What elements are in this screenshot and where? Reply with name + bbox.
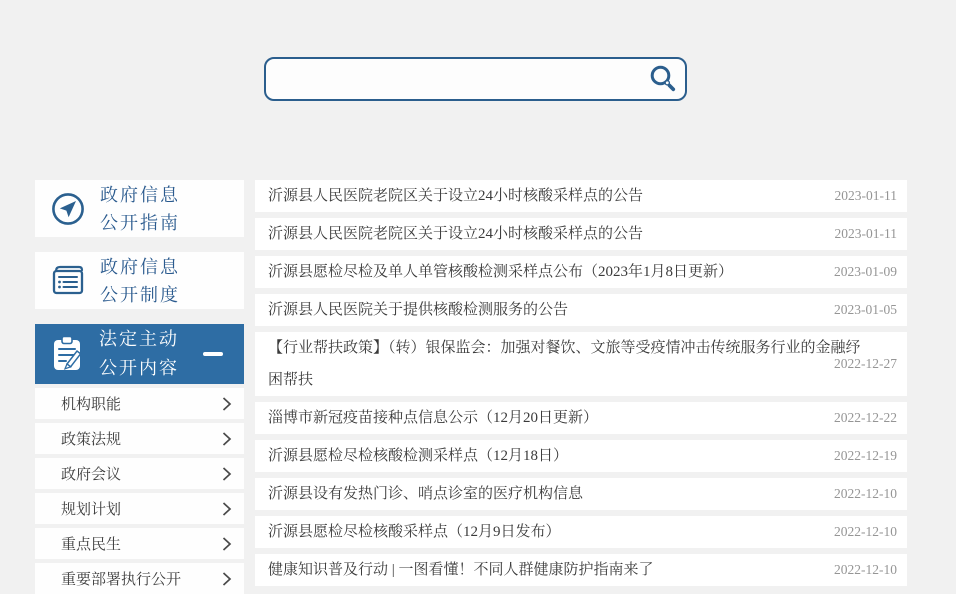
submenu-item-label: 规划计划 [61, 502, 122, 518]
search-icon [647, 63, 679, 95]
news-list-item[interactable] [255, 294, 907, 326]
news-item-title: 沂源县愿检尽检核酸采样点（12月9日发布） [268, 524, 561, 540]
chevron-right-icon [222, 396, 232, 412]
sidebar-active-label: 法定主动 公开内容 [99, 329, 179, 378]
news-list-item[interactable] [255, 554, 907, 586]
minus-icon [203, 352, 223, 356]
document-list-icon [50, 263, 86, 299]
search-box [264, 57, 687, 101]
news-item-date: 2022-12-10 [834, 486, 897, 501]
sidebar-submenu-item[interactable] [35, 563, 244, 594]
news-item-date: 2023-01-05 [834, 302, 897, 317]
sidebar-submenu-item[interactable] [35, 528, 244, 559]
sidebar-item-label: 政府信息 公开指南 [100, 184, 180, 233]
news-item-date: 2022-12-22 [834, 410, 897, 425]
sidebar-submenu-item[interactable] [35, 493, 244, 524]
sidebar-item-label: 政府信息 公开制度 [100, 256, 180, 305]
news-list-item[interactable] [255, 478, 907, 510]
search-button[interactable] [641, 59, 685, 99]
sidebar-item-disclosure-system[interactable] [35, 252, 244, 309]
news-list [255, 180, 907, 586]
news-item-date: 2022-12-10 [834, 562, 897, 577]
news-item-title: 健康知识普及行动 | 一图看懂！不同人群健康防护指南来了 [268, 562, 654, 578]
chevron-right-icon [222, 431, 232, 447]
news-item-title: 沂源县愿检尽检及单人单管核酸检测采样点公布（2023年1月8日更新） [268, 264, 734, 280]
news-list-item[interactable] [255, 332, 907, 396]
chevron-right-icon [222, 501, 232, 517]
news-item-date: 2023-01-11 [834, 188, 897, 203]
news-item-title: 沂源县人民医院老院区关于设立24小时核酸采样点的公告 [268, 188, 644, 204]
submenu-item-label: 重点民生 [61, 537, 122, 553]
news-item-date: 2022-12-10 [834, 524, 897, 539]
news-item-title: 【行业帮扶政策】（转）银保监会：加强对餐饮、文旅等受疫情冲击传统服务行业的金融纾困帮扶 [268, 340, 861, 388]
sidebar [35, 180, 244, 594]
submenu-item-label: 重要部署执行公开 [61, 572, 182, 588]
news-item-title: 沂源县人民医院关于提供核酸检测服务的公告 [268, 302, 569, 318]
compass-icon [50, 191, 86, 227]
news-item-title: 沂源县人民医院老院区关于设立24小时核酸采样点的公告 [268, 226, 644, 242]
search-input[interactable] [266, 59, 641, 99]
clipboard-pen-icon [51, 335, 85, 373]
news-list-item[interactable] [255, 256, 907, 288]
chevron-right-icon [222, 571, 232, 587]
chevron-right-icon [222, 466, 232, 482]
news-list-item[interactable] [255, 402, 907, 434]
news-item-date: 2023-01-09 [834, 264, 897, 279]
sidebar-submenu-item[interactable] [35, 423, 244, 454]
sidebar-submenu-item[interactable] [35, 458, 244, 489]
sidebar-item-disclosure-guide[interactable] [35, 180, 244, 237]
news-item-date: 2023-01-11 [834, 226, 897, 241]
news-item-title: 沂源县设有发热门诊、哨点诊室的医疗机构信息 [268, 486, 584, 502]
sidebar-submenu-item[interactable] [35, 388, 244, 419]
submenu-item-label: 政府会议 [61, 467, 122, 483]
news-list-item[interactable] [255, 218, 907, 250]
sidebar-item-statutory-disclosure-active[interactable] [35, 324, 244, 384]
chevron-right-icon [222, 536, 232, 552]
sidebar-submenu [35, 388, 244, 594]
news-list-item[interactable] [255, 516, 907, 548]
news-list-item[interactable] [255, 180, 907, 212]
submenu-item-label: 政策法规 [61, 432, 122, 448]
news-item-title: 淄博市新冠疫苗接种点信息公示（12月20日更新） [268, 410, 599, 426]
news-item-date: 2022-12-27 [834, 356, 897, 371]
news-item-title: 沂源县愿检尽检核酸检测采样点（12月18日） [268, 448, 569, 464]
news-item-date: 2022-12-19 [834, 448, 897, 463]
news-list-item[interactable] [255, 440, 907, 472]
submenu-item-label: 机构职能 [61, 397, 122, 413]
